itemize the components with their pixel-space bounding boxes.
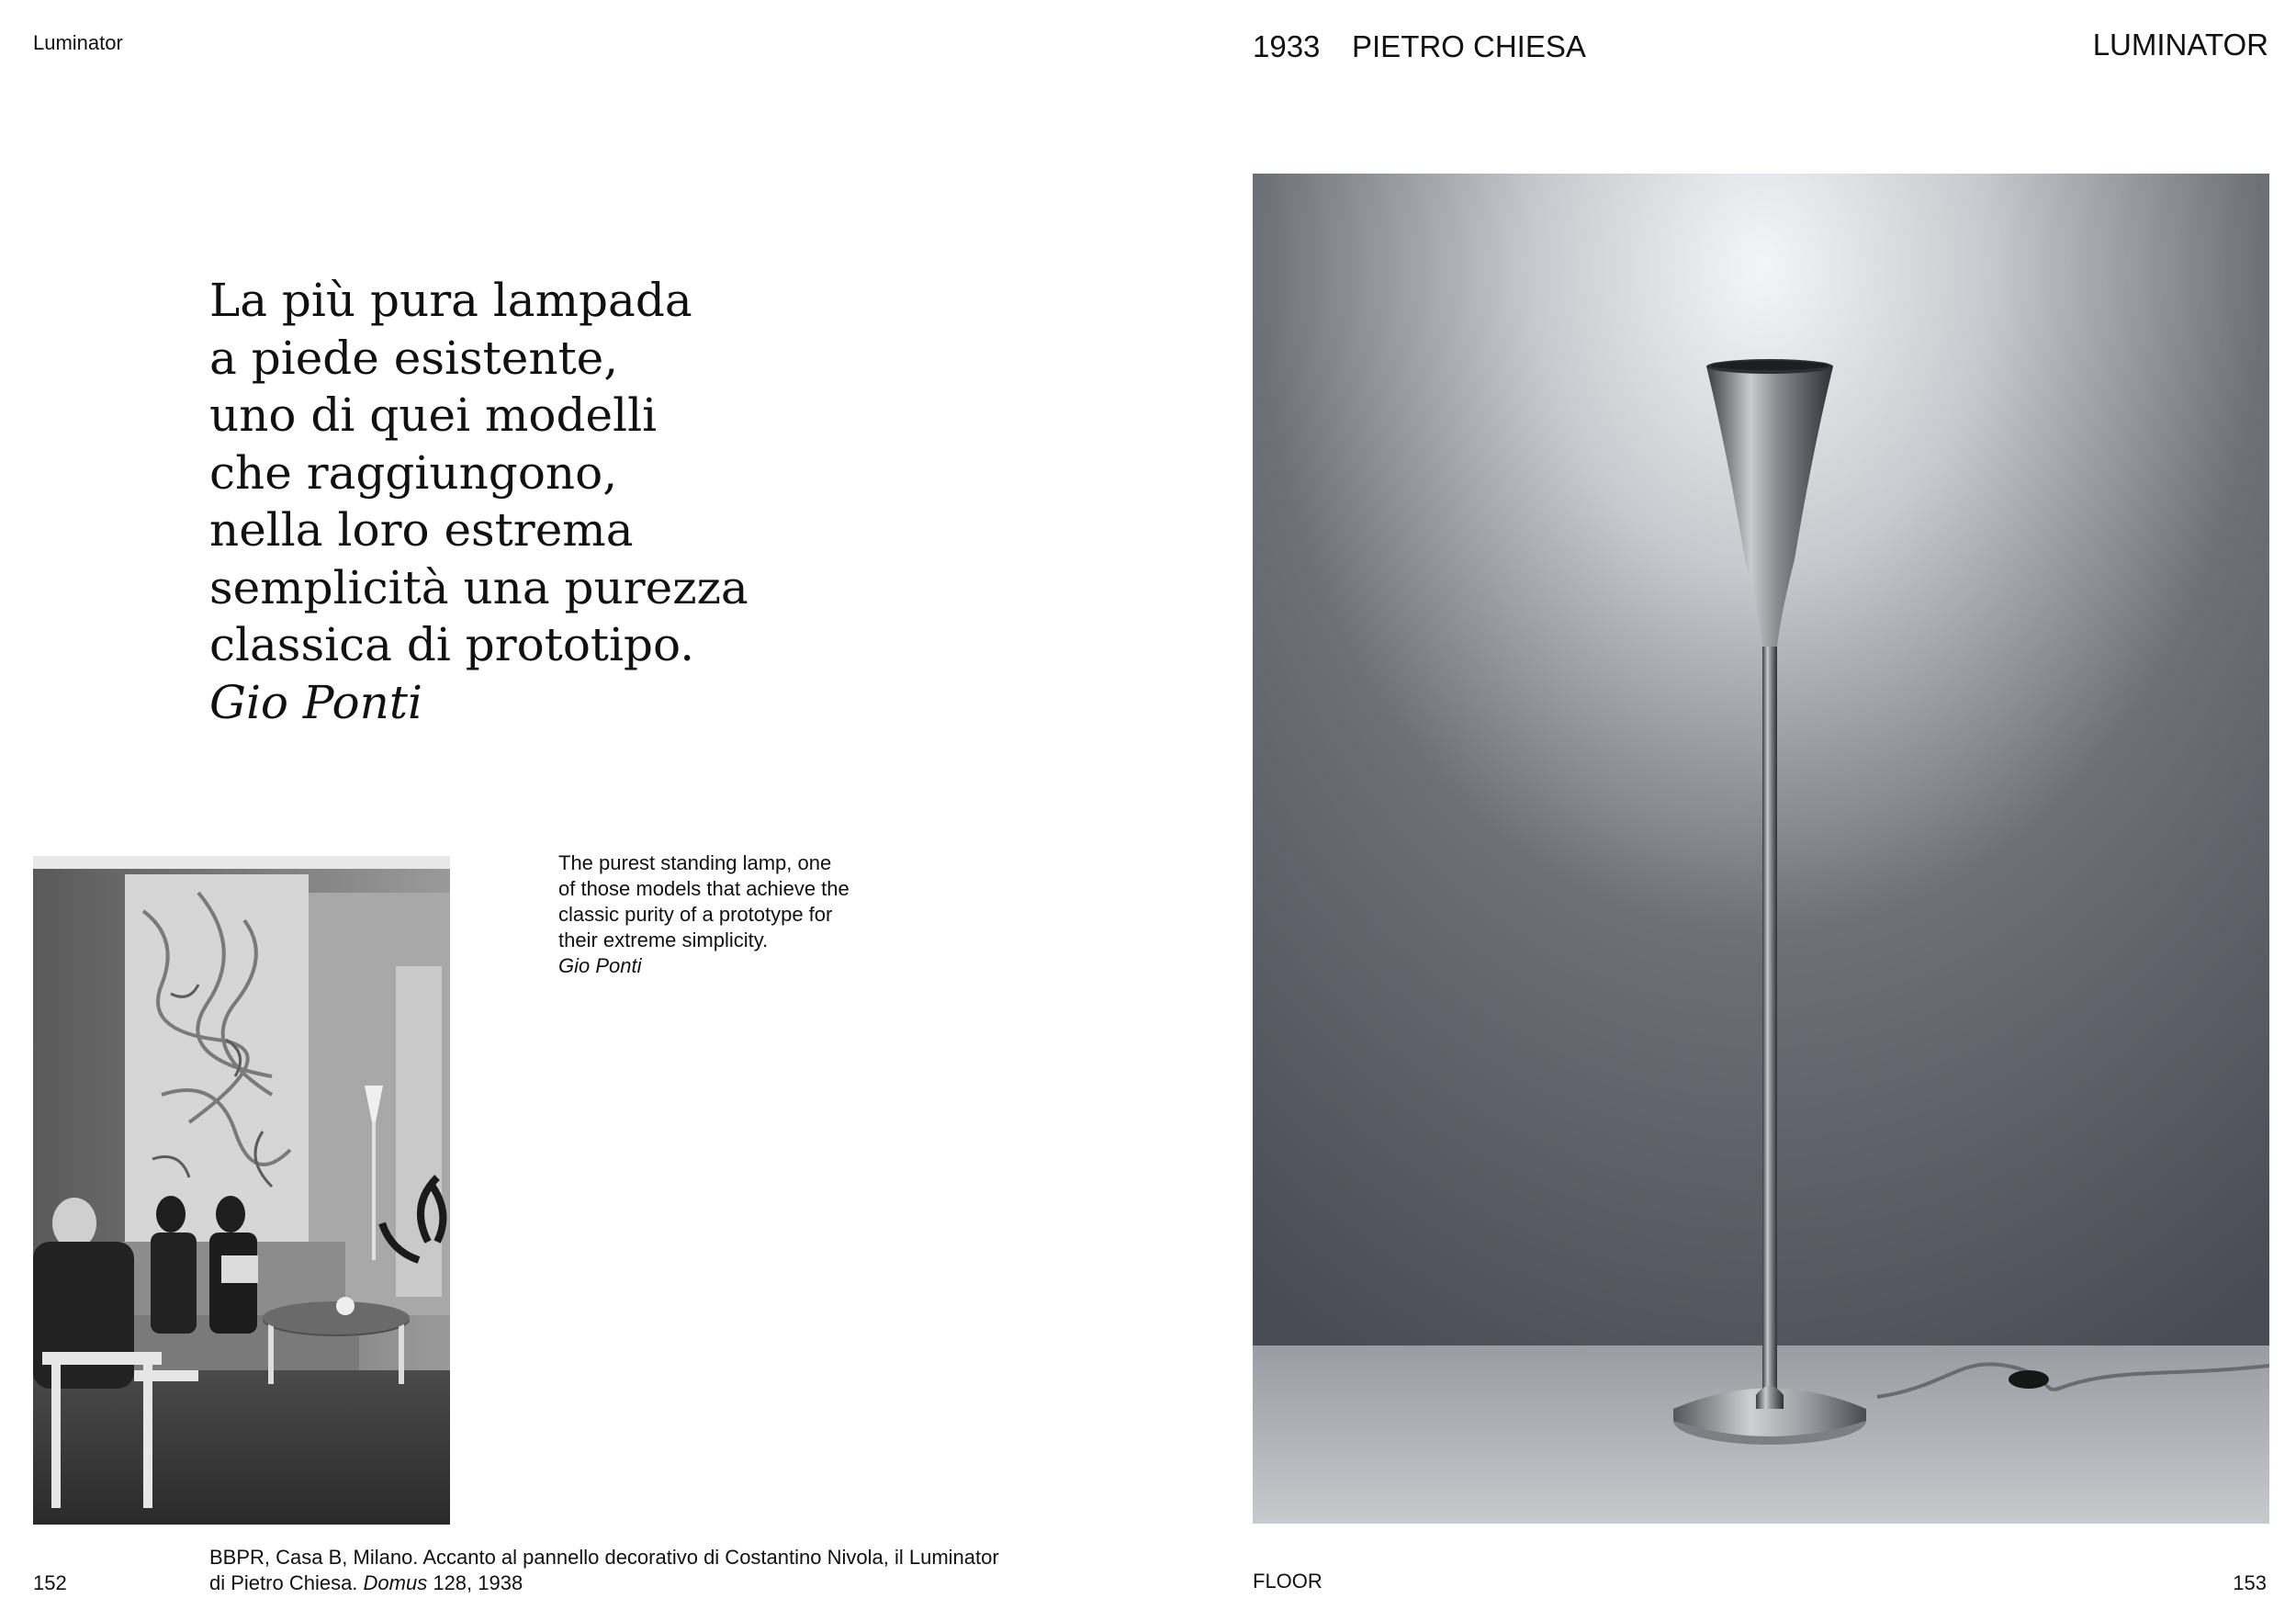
caption-line	[209, 1570, 1091, 1596]
caption-line: BBPR, Casa B, Milano. Accanto al pannello decorativo di Costantino Nivola, il Luminator	[209, 1546, 999, 1569]
quote-line: The purest standing lamp, one	[558, 851, 832, 874]
quote-author: Gio Ponti	[558, 954, 642, 977]
archive-interior-photo	[33, 856, 450, 1525]
product-name: LUMINATOR	[2092, 28, 2268, 62]
quote-author: Gio Ponti	[209, 675, 422, 729]
page-number-left: 152	[33, 1571, 67, 1594]
caption-text: 128, 1938	[427, 1571, 523, 1594]
luminator-lamp-photo	[1253, 174, 2269, 1524]
quote-line: uno di quei modelli	[209, 388, 658, 442]
italian-quote	[209, 272, 748, 731]
quote-line: nella loro estrema	[209, 503, 634, 557]
quote-line: a piede esistente,	[209, 331, 619, 385]
design-year: 1933	[1253, 29, 1321, 63]
english-quote	[558, 850, 926, 979]
quote-line: classica di prototipo.	[209, 618, 695, 671]
caption-text: di Pietro Chiesa.	[209, 1571, 364, 1594]
photo-caption	[209, 1545, 1091, 1596]
quote-line: classic purity of a prototype for	[558, 903, 833, 926]
quote-line: semplicità una purezza	[209, 560, 748, 614]
designer-name: PIETRO CHIESA	[1352, 29, 1586, 63]
running-head: Luminator	[33, 31, 123, 54]
quote-line: of those models that achieve the	[558, 877, 850, 900]
quote-line: their extreme simplicity.	[558, 929, 769, 951]
quote-line: La più pura lampada	[209, 274, 692, 327]
page-number-right: 153	[2233, 1571, 2267, 1594]
caption-publication: Domus	[363, 1571, 428, 1594]
quote-line: che raggiungono,	[209, 445, 618, 500]
category-label: FLOOR	[1253, 1570, 1322, 1593]
